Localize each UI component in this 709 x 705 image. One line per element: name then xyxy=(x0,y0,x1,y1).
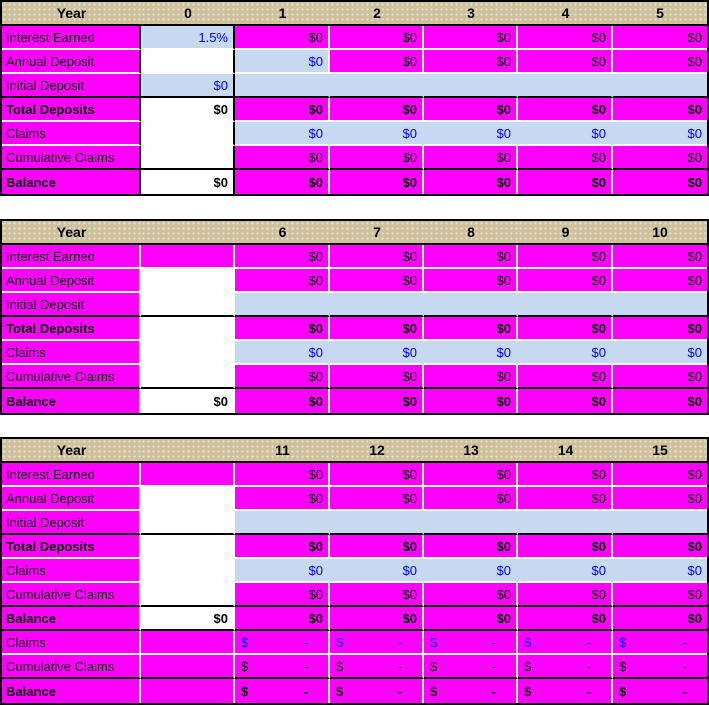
value-cell[interactable]: $0 xyxy=(613,122,707,146)
currency-symbol: $ xyxy=(619,683,627,699)
value-cell[interactable] xyxy=(330,293,424,317)
value-cell[interactable]: $0 xyxy=(613,559,707,583)
value-cell[interactable]: $0 xyxy=(424,535,518,559)
value-cell[interactable]: $0 xyxy=(518,146,613,170)
value-cell[interactable] xyxy=(424,74,518,98)
dash-value: - xyxy=(303,634,308,650)
value-cell[interactable]: $0 xyxy=(235,365,330,389)
row-label-cell[interactable]: Total Deposits xyxy=(2,98,141,122)
row-interest-earned xyxy=(2,463,707,487)
value-cell[interactable]: $0 xyxy=(330,487,424,511)
value-cell[interactable]: $0 xyxy=(518,535,613,559)
value-cell[interactable]: $0 xyxy=(330,98,424,122)
row-label-cell[interactable]: Balance xyxy=(2,389,141,413)
value-cell[interactable]: $0 xyxy=(518,607,613,631)
row-total-deposits xyxy=(2,98,707,122)
year-header-label[interactable]: Year xyxy=(2,221,141,245)
value-cell[interactable]: $0 xyxy=(141,607,235,631)
row-label-cell[interactable]: Initial Deposit xyxy=(2,293,141,317)
year-header-label[interactable]: Year xyxy=(2,2,141,26)
dash-value: - xyxy=(491,634,496,650)
value-cell[interactable]: $0 xyxy=(330,463,424,487)
dash-value: - xyxy=(586,683,591,699)
dash-value: - xyxy=(586,658,591,674)
row-label-cell[interactable]: Interest Earned xyxy=(2,245,141,269)
row-label-cell[interactable]: Cumulative Claims xyxy=(2,365,141,389)
row-initial-deposit xyxy=(2,293,707,317)
value-cell[interactable]: $0 xyxy=(424,487,518,511)
value-cell[interactable]: $0 xyxy=(518,26,613,50)
value-cell[interactable] xyxy=(141,146,235,170)
value-cell[interactable]: $0 xyxy=(424,269,518,293)
year-header-cell[interactable]: 2 xyxy=(330,2,424,26)
value-cell[interactable] xyxy=(613,655,707,679)
year-header-cell[interactable]: 12 xyxy=(330,439,424,463)
currency-symbol: $ xyxy=(241,634,249,650)
row-annual-deposit xyxy=(2,269,707,293)
value-cell[interactable]: $0 xyxy=(424,365,518,389)
value-cell[interactable] xyxy=(141,317,235,341)
value-cell[interactable]: $0 xyxy=(235,341,330,365)
value-cell[interactable] xyxy=(235,679,330,703)
row-balance xyxy=(2,607,707,631)
row-initial-deposit xyxy=(2,511,707,535)
row-claims xyxy=(2,341,707,365)
value-cell[interactable] xyxy=(424,679,518,703)
value-cell[interactable]: $0 xyxy=(235,463,330,487)
dash-value: - xyxy=(586,634,591,650)
value-cell[interactable]: $0 xyxy=(518,245,613,269)
value-cell[interactable] xyxy=(424,511,518,535)
value-cell[interactable] xyxy=(235,655,330,679)
value-cell[interactable]: 1.5% xyxy=(141,26,235,50)
row-cumulative-claims xyxy=(2,583,707,607)
value-cell[interactable] xyxy=(424,631,518,655)
value-cell[interactable]: $0 xyxy=(613,389,707,413)
value-cell[interactable]: $0 xyxy=(424,122,518,146)
dash-value: - xyxy=(491,683,496,699)
currency-symbol: $ xyxy=(619,634,627,650)
year-header-cell[interactable]: 11 xyxy=(235,439,330,463)
row-claims xyxy=(2,122,707,146)
value-cell[interactable] xyxy=(141,341,235,365)
value-cell[interactable]: $0 xyxy=(518,389,613,413)
row-label-cell[interactable]: Cumulative Claims xyxy=(2,583,141,607)
value-cell[interactable]: $0 xyxy=(613,341,707,365)
value-cell[interactable]: $0 xyxy=(330,559,424,583)
value-cell[interactable]: $0 xyxy=(330,607,424,631)
value-cell[interactable] xyxy=(235,293,330,317)
dash-value: - xyxy=(682,658,687,674)
value-cell[interactable] xyxy=(424,655,518,679)
value-cell[interactable] xyxy=(141,511,235,535)
value-cell[interactable]: $0 xyxy=(613,26,707,50)
year-header-cell[interactable]: 15 xyxy=(613,439,707,463)
row-balance xyxy=(2,170,707,194)
value-cell[interactable]: $0 xyxy=(235,50,330,74)
value-cell[interactable]: $0 xyxy=(518,487,613,511)
value-cell[interactable]: $0 xyxy=(330,170,424,194)
year-header-cell[interactable]: 8 xyxy=(424,221,518,245)
table-gap xyxy=(0,415,709,437)
value-cell[interactable]: $0 xyxy=(235,583,330,607)
value-cell[interactable] xyxy=(518,679,613,703)
value-cell[interactable]: $0 xyxy=(235,559,330,583)
value-cell[interactable] xyxy=(518,655,613,679)
dash-value: - xyxy=(682,683,687,699)
row-interest-earned xyxy=(2,245,707,269)
value-cell[interactable]: $0 xyxy=(424,317,518,341)
value-cell[interactable] xyxy=(141,293,235,317)
header-row xyxy=(2,221,707,245)
dash-value: - xyxy=(682,634,687,650)
dash-value: - xyxy=(303,658,308,674)
value-cell[interactable]: $0 xyxy=(330,269,424,293)
row-label-cell[interactable]: Annual Deposit xyxy=(2,487,141,511)
row-label-cell[interactable]: Balance xyxy=(2,607,141,631)
dash-value: - xyxy=(397,634,402,650)
year-header-cell[interactable]: 6 xyxy=(235,221,330,245)
value-cell[interactable]: $0 xyxy=(518,341,613,365)
row-label-cell[interactable]: Claims xyxy=(2,559,141,583)
value-cell[interactable]: $0 xyxy=(141,170,235,194)
value-cell[interactable] xyxy=(235,631,330,655)
value-cell[interactable]: $0 xyxy=(424,98,518,122)
dash-value: - xyxy=(397,683,402,699)
value-cell[interactable] xyxy=(235,74,330,98)
value-cell[interactable]: $0 xyxy=(518,122,613,146)
table-gap xyxy=(0,196,709,219)
currency-symbol: $ xyxy=(524,658,532,674)
row-label-cell[interactable]: Total Deposits xyxy=(2,317,141,341)
value-cell[interactable]: $0 xyxy=(424,463,518,487)
value-cell[interactable] xyxy=(141,487,235,511)
value-cell[interactable] xyxy=(613,511,707,535)
value-cell[interactable]: $0 xyxy=(424,245,518,269)
currency-symbol: $ xyxy=(336,658,344,674)
row-interest-earned xyxy=(2,26,707,50)
currency-symbol: $ xyxy=(430,658,438,674)
row-cumulative-claims xyxy=(2,655,707,679)
value-cell[interactable]: $0 xyxy=(141,389,235,413)
dash-value: - xyxy=(491,658,496,674)
table-years-0-5 xyxy=(0,0,709,196)
value-cell[interactable]: $0 xyxy=(330,341,424,365)
currency-symbol: $ xyxy=(619,658,627,674)
value-cell[interactable] xyxy=(141,559,235,583)
value-cell[interactable]: $0 xyxy=(518,365,613,389)
value-cell[interactable]: $0 xyxy=(613,535,707,559)
value-cell[interactable]: $0 xyxy=(330,146,424,170)
value-cell[interactable]: $0 xyxy=(613,487,707,511)
row-label-cell[interactable]: Claims xyxy=(2,341,141,365)
row-initial-deposit xyxy=(2,74,707,98)
value-cell[interactable]: $0 xyxy=(424,341,518,365)
year-header-cell[interactable]: 4 xyxy=(518,2,613,26)
value-cell[interactable]: $0 xyxy=(613,170,707,194)
value-cell[interactable]: $0 xyxy=(613,98,707,122)
value-cell[interactable]: $0 xyxy=(424,559,518,583)
value-cell[interactable]: $0 xyxy=(235,269,330,293)
value-cell[interactable]: $0 xyxy=(613,317,707,341)
value-cell[interactable]: $0 xyxy=(141,74,235,98)
value-cell[interactable]: $0 xyxy=(330,389,424,413)
value-cell[interactable]: $0 xyxy=(518,317,613,341)
value-cell[interactable]: $0 xyxy=(330,583,424,607)
value-cell[interactable]: $0 xyxy=(613,269,707,293)
value-cell[interactable]: $0 xyxy=(518,170,613,194)
value-cell[interactable]: $0 xyxy=(518,463,613,487)
currency-symbol: $ xyxy=(524,683,532,699)
currency-symbol: $ xyxy=(430,634,438,650)
value-cell[interactable] xyxy=(330,511,424,535)
row-label-cell[interactable]: Cumulative Claims xyxy=(2,655,141,679)
value-cell[interactable] xyxy=(141,655,235,679)
row-annual-deposit xyxy=(2,487,707,511)
value-cell[interactable] xyxy=(330,655,424,679)
header-row xyxy=(2,439,707,463)
year-header-blank[interactable] xyxy=(141,439,235,463)
row-label-cell[interactable]: Annual Deposit xyxy=(2,269,141,293)
row-claims xyxy=(2,631,707,655)
value-cell[interactable]: $0 xyxy=(424,50,518,74)
value-cell[interactable] xyxy=(330,631,424,655)
row-cumulative-claims xyxy=(2,146,707,170)
value-cell[interactable]: $0 xyxy=(518,269,613,293)
year-header-cell[interactable]: 5 xyxy=(613,2,707,26)
value-cell[interactable]: $0 xyxy=(613,245,707,269)
value-cell[interactable]: $0 xyxy=(613,583,707,607)
value-cell[interactable] xyxy=(141,122,235,146)
value-cell[interactable]: $0 xyxy=(235,245,330,269)
value-cell[interactable]: $0 xyxy=(235,146,330,170)
row-label-cell[interactable]: Interest Earned xyxy=(2,26,141,50)
value-cell[interactable]: $0 xyxy=(330,317,424,341)
row-balance xyxy=(2,679,707,703)
value-cell[interactable]: $0 xyxy=(518,559,613,583)
value-cell[interactable]: $0 xyxy=(235,535,330,559)
value-cell[interactable] xyxy=(613,631,707,655)
value-cell[interactable]: $0 xyxy=(330,245,424,269)
currency-symbol: $ xyxy=(241,658,249,674)
value-cell[interactable] xyxy=(141,245,235,269)
value-cell[interactable]: $0 xyxy=(424,607,518,631)
row-label-cell[interactable]: Claims xyxy=(2,631,141,655)
value-cell[interactable]: $0 xyxy=(518,98,613,122)
value-cell[interactable]: $0 xyxy=(235,317,330,341)
year-header-blank[interactable]: 0 xyxy=(141,2,235,26)
value-cell[interactable] xyxy=(613,293,707,317)
value-cell[interactable] xyxy=(141,463,235,487)
row-label-cell[interactable]: Initial Deposit xyxy=(2,511,141,535)
value-cell[interactable]: $0 xyxy=(613,365,707,389)
row-balance xyxy=(2,389,707,413)
value-cell[interactable]: $0 xyxy=(235,170,330,194)
value-cell[interactable]: $0 xyxy=(424,26,518,50)
value-cell[interactable] xyxy=(141,679,235,703)
value-cell[interactable]: $0 xyxy=(235,487,330,511)
value-cell[interactable]: $0 xyxy=(330,50,424,74)
row-label-cell[interactable]: Interest Earned xyxy=(2,463,141,487)
value-cell[interactable] xyxy=(141,535,235,559)
table-years-11-15 xyxy=(0,437,709,705)
year-header-cell[interactable]: 7 xyxy=(330,221,424,245)
value-cell[interactable]: $0 xyxy=(518,583,613,607)
value-cell[interactable]: $0 xyxy=(235,122,330,146)
value-cell[interactable] xyxy=(235,511,330,535)
value-cell[interactable]: $0 xyxy=(613,146,707,170)
value-cell[interactable]: $0 xyxy=(235,607,330,631)
value-cell[interactable]: $0 xyxy=(518,50,613,74)
value-cell[interactable]: $0 xyxy=(613,50,707,74)
value-cell[interactable] xyxy=(518,293,613,317)
year-header-label[interactable]: Year xyxy=(2,439,141,463)
value-cell[interactable]: $0 xyxy=(235,98,330,122)
currency-symbol: $ xyxy=(430,683,438,699)
value-cell[interactable] xyxy=(330,679,424,703)
year-header-cell[interactable]: 13 xyxy=(424,439,518,463)
value-cell[interactable] xyxy=(518,74,613,98)
value-cell[interactable]: $0 xyxy=(613,463,707,487)
row-claims xyxy=(2,559,707,583)
row-label-cell[interactable]: Annual Deposit xyxy=(2,50,141,74)
row-label-cell[interactable]: Cumulative Claims xyxy=(2,146,141,170)
year-header-cell[interactable]: 1 xyxy=(235,2,330,26)
value-cell[interactable] xyxy=(518,631,613,655)
value-cell[interactable]: $0 xyxy=(235,26,330,50)
currency-symbol: $ xyxy=(524,634,532,650)
value-cell[interactable] xyxy=(424,293,518,317)
dash-value: - xyxy=(303,683,308,699)
year-header-cell[interactable]: 14 xyxy=(518,439,613,463)
row-label-cell[interactable]: Balance xyxy=(2,679,141,703)
row-label-cell[interactable]: Total Deposits xyxy=(2,535,141,559)
year-header-cell[interactable]: 10 xyxy=(613,221,707,245)
year-header-cell[interactable]: 9 xyxy=(518,221,613,245)
currency-symbol: $ xyxy=(336,683,344,699)
value-cell[interactable]: $0 xyxy=(330,535,424,559)
table-years-6-10 xyxy=(0,219,709,415)
row-annual-deposit xyxy=(2,50,707,74)
year-header-cell[interactable]: 3 xyxy=(424,2,518,26)
currency-symbol: $ xyxy=(336,634,344,650)
value-cell[interactable]: $0 xyxy=(235,389,330,413)
value-cell[interactable] xyxy=(141,583,235,607)
value-cell[interactable] xyxy=(613,679,707,703)
row-total-deposits xyxy=(2,535,707,559)
value-cell[interactable] xyxy=(518,511,613,535)
value-cell[interactable] xyxy=(141,631,235,655)
value-cell[interactable] xyxy=(613,74,707,98)
header-row xyxy=(2,2,707,26)
value-cell[interactable]: $0 xyxy=(424,583,518,607)
row-label-cell[interactable]: Initial Deposit xyxy=(2,74,141,98)
row-label-cell[interactable]: Balance xyxy=(2,170,141,194)
value-cell[interactable]: $0 xyxy=(613,607,707,631)
row-cumulative-claims xyxy=(2,365,707,389)
value-cell[interactable]: $0 xyxy=(141,98,235,122)
value-cell[interactable]: $0 xyxy=(330,122,424,146)
year-header-blank[interactable] xyxy=(141,221,235,245)
value-cell[interactable] xyxy=(330,74,424,98)
value-cell[interactable] xyxy=(141,365,235,389)
value-cell[interactable]: $0 xyxy=(424,389,518,413)
value-cell[interactable] xyxy=(141,50,235,74)
value-cell[interactable]: $0 xyxy=(330,365,424,389)
value-cell[interactable]: $0 xyxy=(330,26,424,50)
currency-symbol: $ xyxy=(241,683,249,699)
row-total-deposits xyxy=(2,317,707,341)
dash-value: - xyxy=(397,658,402,674)
value-cell[interactable] xyxy=(141,269,235,293)
value-cell[interactable]: $0 xyxy=(424,170,518,194)
row-label-cell[interactable]: Claims xyxy=(2,122,141,146)
value-cell[interactable]: $0 xyxy=(424,146,518,170)
